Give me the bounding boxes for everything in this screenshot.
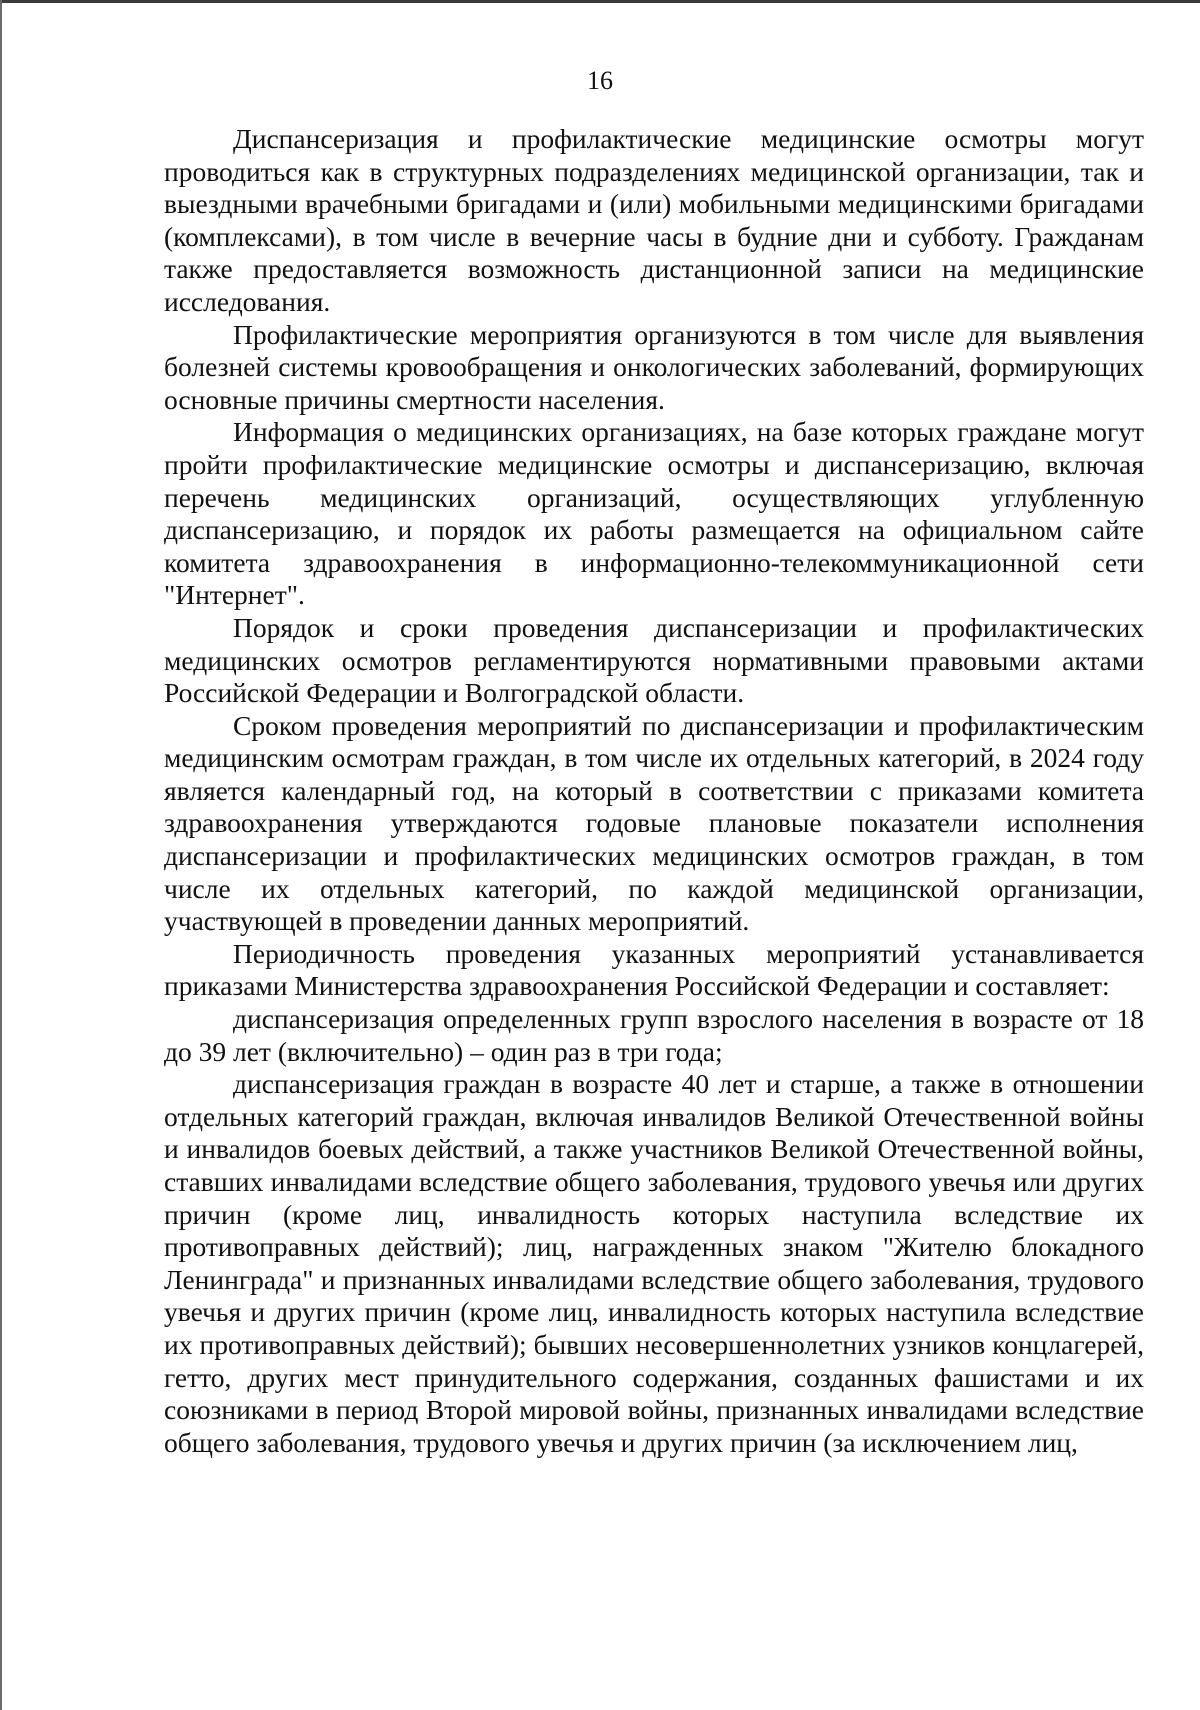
paragraph-periodicity: Периодичность проведения указанных мероприятий устанавливается приказами Министерства здравоохранения Российской Федерации и составляет: <box>164 937 1144 1002</box>
page-number: 16 <box>587 66 613 95</box>
paragraph-dispanserization-venues: Диспансеризация и профилактические медицинские осмотры могут проводиться как в структурных подразделениях медицинской организации, так и выездными врачебными бригадами и (или) мобильными медицинскими бригадами (комплексами), в том числе в вечерние часы в будние дни и субботу. Гражданам также предоставляется возможность дистанционной записи на медицинские исследования. <box>164 123 1144 317</box>
paragraph-procedure-terms: Порядок и сроки проведения диспансеризации и профилактических медицинских осмотров регламентируются нормативными правовыми актами Российской Федерации и Волгоградской области. <box>164 611 1144 709</box>
paragraph-age-18-39: диспансеризация определенных групп взрослого населения в возрасте от 18 до 39 лет (включительно) – один раз в три года; <box>164 1003 1144 1067</box>
document-body <box>164 123 1144 1459</box>
scan-edge-left <box>0 0 2 1710</box>
paragraph-age-40-plus: диспансеризация граждан в возрасте 40 лет и старше, а также в отношении отдельных категорий граждан, включая инвалидов Великой Отечественной войны и инвалидов боевых действий, а также участников Великой Отечественной войны, ставших инвалидами вследствие общего заболевания, трудового увечья или других причин (кроме лиц, инвалидность которых наступила вследствие их противоправных действий); лиц, награжденных знаком "Жителю блокадного Ленинграда" и признанных инвалидами вследствие общего заболевания, трудового увечья и других причин (кроме лиц, инвалидность которых наступила вследствие их противоправных действий); бывших несовершеннолетних узников концлагерей, гетто, других мест принудительного содержания, созданных фашистами и их союзниками в период Второй мировой войны, признанных инвалидами вследствие общего заболевания, трудового увечья и других причин (за исключением лиц, <box>164 1068 1144 1458</box>
paragraph-preventive-measures: Профилактические мероприятия организуются в том числе для выявления болезней системы кровообращения и онкологических заболеваний, формирующих основные причины смертности населения. <box>164 318 1144 415</box>
paragraph-period-2024: Сроком проведения мероприятий по диспансеризации и профилактическим медицинским осмотрам граждан, в том числе их отдельных категорий, в 2024 году является календарный год, на который в соответствии с приказами комитета здравоохранения утверждаются годовые плановые показатели исполнения диспансеризации и профилактических медицинских осмотров граждан, в том числе их отдельных категорий, по каждой медицинской организации, участвующей в проведении данных мероприятий. <box>164 709 1144 937</box>
paragraph-organizations-info: Информация о медицинских организациях, на базе которых граждане могут пройти профилактические медицинские осмотры и диспансеризацию, включая перечень медицинских организаций, осуществляющих углубленную диспансеризацию, и порядок их работы размещается на официальном сайте комитета здравоохранения в информационно-телекоммуникационной сети "Интернет". <box>164 416 1144 611</box>
scan-edge-top <box>0 0 1200 3</box>
